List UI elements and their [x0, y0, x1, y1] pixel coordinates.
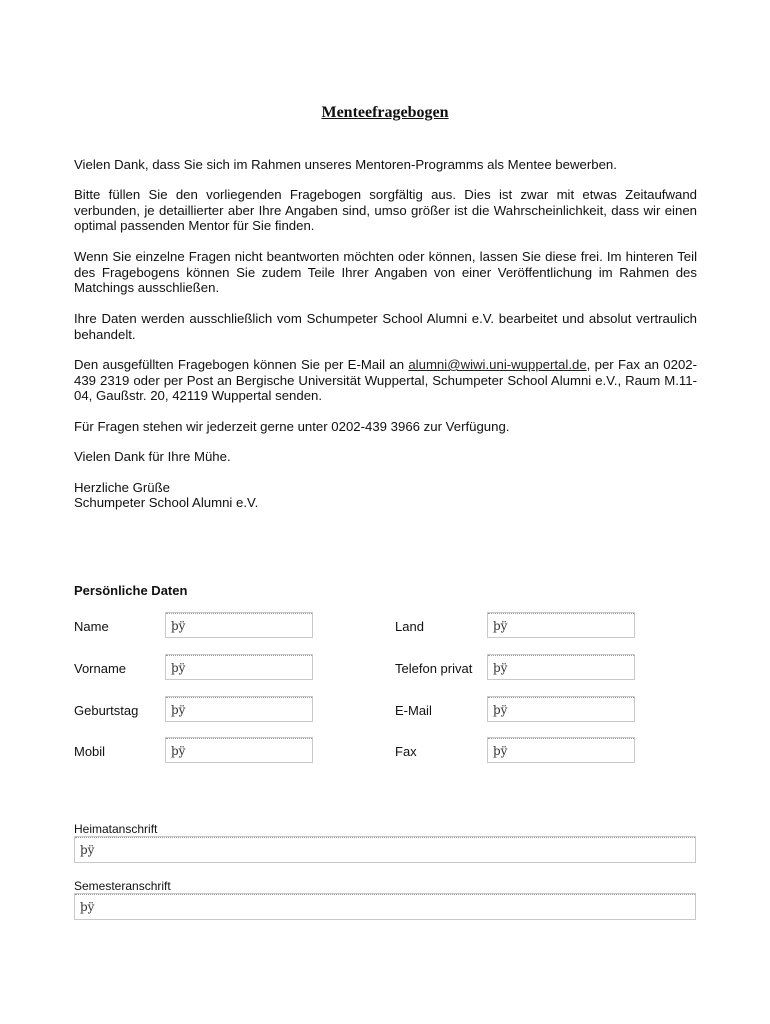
semesteranschrift-field[interactable]: þÿ [74, 893, 696, 920]
semesteranschrift-label: Semesteranschrift [74, 879, 171, 893]
name-field[interactable]: þÿ [165, 612, 313, 638]
submission-text-start: Den ausgefüllten Fragebogen können Sie per E-Mail an [74, 357, 409, 372]
intro-paragraph-optional: Wenn Sie einzelne Fragen nicht beantworten möchten oder können, lassen Sie diese frei. Im hinteren Teil des Fragebogens können Sie zudem Teile Ihrer Angaben von einer Veröffentlichung im Rahmen des Matchings ausschließen. [74, 249, 697, 295]
submission-text-end: , per Fax an 0202-439 2319 oder per Post an Bergische Universität Wuppertal, Schumpeter School Alumni e.V., Raum M.11-04, Gaußstr. 20, 42119 Wuppertal senden. [74, 357, 697, 403]
telefon-privat-field[interactable]: þÿ [487, 654, 635, 680]
vorname-label: Vorname [74, 661, 127, 676]
fax-field[interactable]: þÿ [487, 737, 635, 763]
intro-paragraph-questions: Für Fragen stehen wir jederzeit gerne unter 0202-439 3966 zur Verfügung. [74, 419, 510, 434]
signature: Schumpeter School Alumni e.V. [74, 495, 259, 510]
page-title: Menteefragebogen [321, 104, 449, 121]
email-label: E-Mail [395, 703, 432, 718]
telefon-privat-label: Telefon privat [395, 661, 473, 676]
name-label: Name [74, 619, 109, 634]
land-label: Land [395, 619, 424, 634]
intro-paragraph-instructions: Bitte füllen Sie den vorliegenden Fragebogen sorgfältig aus. Dies ist zwar mit etwas Zeitaufwand verbunden, je detaillierter aber Ihre Angaben sind, umso größer ist die Wahrscheinlichkeit, dass wir einen optimal passenden Mentor für Sie finden. [74, 187, 697, 233]
greeting: Herzliche Grüße [74, 480, 171, 495]
fax-label: Fax [395, 744, 417, 759]
intro-paragraph-privacy: Ihre Daten werden ausschließlich vom Schumpeter School Alumni e.V. bearbeitet und absolut vertraulich behandelt. [74, 311, 697, 342]
email-field[interactable]: þÿ [487, 696, 635, 722]
mobil-field[interactable]: þÿ [165, 737, 313, 763]
land-field[interactable]: þÿ [487, 612, 635, 638]
intro-paragraph-submission [74, 357, 697, 404]
vorname-field[interactable]: þÿ [165, 654, 313, 680]
heimatanschrift-field[interactable]: þÿ [74, 836, 696, 863]
geburtstag-field[interactable]: þÿ [165, 696, 313, 722]
mobil-label: Mobil [74, 744, 106, 759]
intro-paragraph-thanks: Vielen Dank, dass Sie sich im Rahmen unseres Mentoren-Programms als Mentee bewerben. [74, 157, 617, 172]
alumni-email-link[interactable]: alumni@wiwi.uni-wuppertal.de [408, 357, 587, 372]
geburtstag-label: Geburtstag [74, 703, 139, 718]
heimatanschrift-label: Heimatanschrift [74, 822, 158, 836]
personal-data-heading: Persönliche Daten [74, 583, 188, 598]
intro-paragraph-closing: Vielen Dank für Ihre Mühe. [74, 449, 231, 464]
